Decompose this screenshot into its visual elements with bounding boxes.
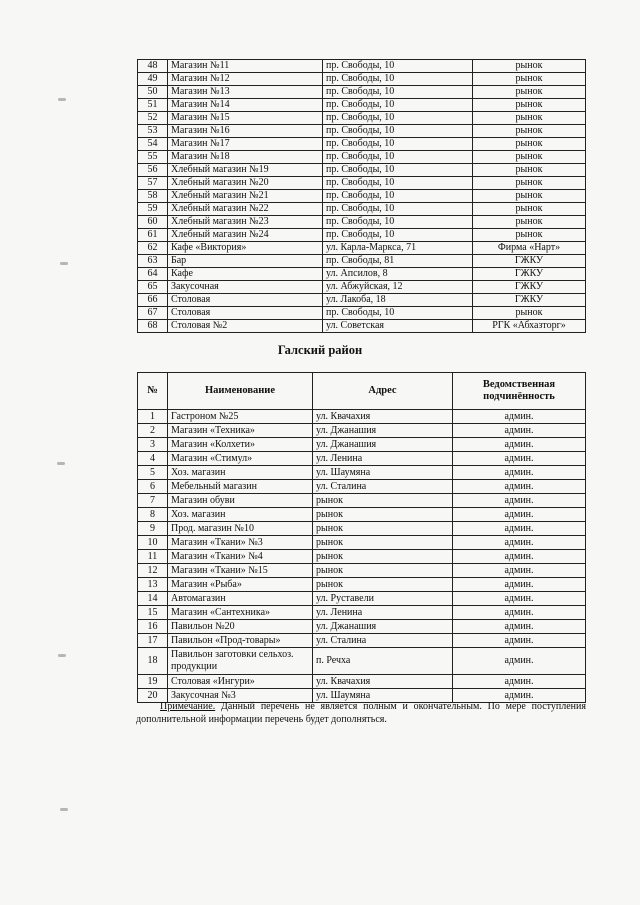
cell-address: ул. Ленина bbox=[313, 452, 453, 466]
cell-address: пр. Свободы, 81 bbox=[323, 255, 473, 268]
cell-name: Магазин «Ткани» №4 bbox=[168, 550, 313, 564]
cell-name: Автомагазин bbox=[168, 592, 313, 606]
cell-address: пр. Свободы, 10 bbox=[323, 177, 473, 190]
cell-address: ул. Руставели bbox=[313, 592, 453, 606]
table-row bbox=[138, 203, 586, 216]
cell-name: Магазин «Ткани» №3 bbox=[168, 536, 313, 550]
cell-num: 62 bbox=[138, 242, 168, 255]
cell-name: Магазин «Стимул» bbox=[168, 452, 313, 466]
cell-name: Хоз. магазин bbox=[168, 508, 313, 522]
cell-dept: ГЖКУ bbox=[473, 255, 586, 268]
table-row bbox=[138, 60, 586, 73]
cell-num: 61 bbox=[138, 229, 168, 242]
table-row bbox=[138, 410, 586, 424]
cell-dept: админ. bbox=[453, 675, 586, 689]
table-row bbox=[138, 229, 586, 242]
cell-dept: админ. bbox=[453, 480, 586, 494]
cell-num: 9 bbox=[138, 522, 168, 536]
scan-artifact bbox=[58, 98, 66, 101]
cell-name: Столовая bbox=[168, 307, 323, 320]
cell-address: пр. Свободы, 10 bbox=[323, 190, 473, 203]
cell-dept: админ. bbox=[453, 536, 586, 550]
table-row bbox=[138, 216, 586, 229]
cell-num: 10 bbox=[138, 536, 168, 550]
cell-num: 13 bbox=[138, 578, 168, 592]
cell-address: ул. Лакоба, 18 bbox=[323, 294, 473, 307]
cell-num: 53 bbox=[138, 125, 168, 138]
cell-address: ул. Джанашия bbox=[313, 438, 453, 452]
header-address: Адрес bbox=[313, 373, 453, 410]
header-name: Наименование bbox=[168, 373, 313, 410]
cell-name: Магазин №15 bbox=[168, 112, 323, 125]
cell-name: Павильон №20 bbox=[168, 620, 313, 634]
cell-num: 14 bbox=[138, 592, 168, 606]
cell-address: ул. Джанашия bbox=[313, 620, 453, 634]
cell-dept: рынок bbox=[473, 203, 586, 216]
cell-num: 57 bbox=[138, 177, 168, 190]
cell-num: 19 bbox=[138, 675, 168, 689]
cell-dept: рынок bbox=[473, 60, 586, 73]
table-row bbox=[138, 307, 586, 320]
header-num: № bbox=[138, 373, 168, 410]
table-row bbox=[138, 536, 586, 550]
cell-name: Закусочная №3 bbox=[168, 689, 313, 703]
cell-dept: рынок bbox=[473, 164, 586, 177]
cell-name: Столовая bbox=[168, 294, 323, 307]
table-row bbox=[138, 86, 586, 99]
table-row bbox=[138, 480, 586, 494]
table-row bbox=[138, 634, 586, 648]
cell-name: Павильон «Прод-товары» bbox=[168, 634, 313, 648]
cell-num: 7 bbox=[138, 494, 168, 508]
cell-address: рынок bbox=[313, 522, 453, 536]
cell-dept: рынок bbox=[473, 125, 586, 138]
table-row bbox=[138, 606, 586, 620]
cell-num: 54 bbox=[138, 138, 168, 151]
cell-dept: рынок bbox=[473, 151, 586, 164]
cell-num: 67 bbox=[138, 307, 168, 320]
cell-num: 1 bbox=[138, 410, 168, 424]
table-row bbox=[138, 190, 586, 203]
cell-dept: Фирма «Нарт» bbox=[473, 242, 586, 255]
table-row bbox=[138, 550, 586, 564]
cell-address: ул. Сталина bbox=[313, 480, 453, 494]
gali-district-table bbox=[137, 372, 586, 703]
cell-num: 56 bbox=[138, 164, 168, 177]
cell-address: п. Речха bbox=[313, 648, 453, 675]
cell-name: Магазин №12 bbox=[168, 73, 323, 86]
cell-name: Прод. магазин №10 bbox=[168, 522, 313, 536]
cell-address: ул. Квачахия bbox=[313, 675, 453, 689]
cell-dept: ГЖКУ bbox=[473, 268, 586, 281]
table-row bbox=[138, 522, 586, 536]
cell-address: ул. Сталина bbox=[313, 634, 453, 648]
footnote bbox=[136, 700, 586, 726]
cell-name: Магазин №18 bbox=[168, 151, 323, 164]
cell-address: рынок bbox=[313, 564, 453, 578]
cell-name: Магазин обуви bbox=[168, 494, 313, 508]
scan-artifact bbox=[58, 654, 66, 657]
cell-name: Хоз. магазин bbox=[168, 466, 313, 480]
cell-name: Мебельный магазин bbox=[168, 480, 313, 494]
cell-address: пр. Свободы, 10 bbox=[323, 99, 473, 112]
cell-dept: админ. bbox=[453, 494, 586, 508]
cell-name: Хлебный магазин №19 bbox=[168, 164, 323, 177]
cell-address: пр. Свободы, 10 bbox=[323, 164, 473, 177]
table-header-row bbox=[138, 373, 586, 410]
cell-dept: админ. bbox=[453, 522, 586, 536]
table-row bbox=[138, 99, 586, 112]
cell-dept: админ. bbox=[453, 438, 586, 452]
cell-num: 8 bbox=[138, 508, 168, 522]
cell-name: Магазин №16 bbox=[168, 125, 323, 138]
cell-dept: рынок bbox=[473, 112, 586, 125]
table-row bbox=[138, 424, 586, 438]
cell-name: Магазин №14 bbox=[168, 99, 323, 112]
cell-num: 52 bbox=[138, 112, 168, 125]
cell-address: ул. Ленина bbox=[313, 606, 453, 620]
cell-address: рынок bbox=[313, 494, 453, 508]
cell-dept: рынок bbox=[473, 307, 586, 320]
cell-num: 16 bbox=[138, 620, 168, 634]
table-row bbox=[138, 564, 586, 578]
cell-name: Магазин №11 bbox=[168, 60, 323, 73]
table-row bbox=[138, 494, 586, 508]
cell-dept: админ. bbox=[453, 634, 586, 648]
table-row bbox=[138, 138, 586, 151]
cell-num: 2 bbox=[138, 424, 168, 438]
cell-dept: админ. bbox=[453, 466, 586, 480]
cell-name: Хлебный магазин №20 bbox=[168, 177, 323, 190]
table-row bbox=[138, 620, 586, 634]
cell-address: пр. Свободы, 10 bbox=[323, 138, 473, 151]
cell-name: Павильон заготовки сельхоз. продукции bbox=[168, 648, 313, 675]
section-title: Галский район bbox=[277, 343, 363, 357]
table-row bbox=[138, 164, 586, 177]
cell-name: Хлебный магазин №21 bbox=[168, 190, 323, 203]
cell-name: Магазин «Сантехника» bbox=[168, 606, 313, 620]
cell-dept: ГЖКУ bbox=[473, 281, 586, 294]
cell-address: пр. Свободы, 10 bbox=[323, 203, 473, 216]
cell-num: 65 bbox=[138, 281, 168, 294]
cell-dept: рынок bbox=[473, 73, 586, 86]
cell-address: рынок bbox=[313, 578, 453, 592]
cell-address: пр. Свободы, 10 bbox=[323, 60, 473, 73]
cell-num: 63 bbox=[138, 255, 168, 268]
cell-address: пр. Свободы, 10 bbox=[323, 86, 473, 99]
table-row bbox=[138, 255, 586, 268]
cell-num: 6 bbox=[138, 480, 168, 494]
cell-dept: админ. bbox=[453, 578, 586, 592]
cell-address: ул. Шаумяна bbox=[313, 466, 453, 480]
cell-name: Закусочная bbox=[168, 281, 323, 294]
cell-num: 20 bbox=[138, 689, 168, 703]
cell-num: 5 bbox=[138, 466, 168, 480]
cell-dept: РГК «Абхазторг» bbox=[473, 320, 586, 333]
cell-num: 64 bbox=[138, 268, 168, 281]
cell-address: пр. Свободы, 10 bbox=[323, 151, 473, 164]
cell-name: Хлебный магазин №24 bbox=[168, 229, 323, 242]
cell-address: пр. Свободы, 10 bbox=[323, 112, 473, 125]
objects-table-continued bbox=[137, 59, 586, 333]
note-label: Примечание. bbox=[160, 701, 216, 712]
cell-dept: админ. bbox=[453, 689, 586, 703]
cell-address: рынок bbox=[313, 550, 453, 564]
header-dept: Ведомственная подчинённость bbox=[453, 373, 586, 410]
cell-num: 11 bbox=[138, 550, 168, 564]
cell-address: ул. Советская bbox=[323, 320, 473, 333]
cell-name: Магазин «Колхети» bbox=[168, 438, 313, 452]
cell-dept: админ. bbox=[453, 592, 586, 606]
cell-num: 60 bbox=[138, 216, 168, 229]
cell-dept: админ. bbox=[453, 508, 586, 522]
cell-dept: рынок bbox=[473, 216, 586, 229]
table-row bbox=[138, 648, 586, 675]
cell-dept: рынок bbox=[473, 229, 586, 242]
cell-dept: админ. bbox=[453, 620, 586, 634]
cell-dept: админ. bbox=[453, 424, 586, 438]
cell-name: Столовая №2 bbox=[168, 320, 323, 333]
objects-table-body bbox=[138, 60, 586, 333]
cell-num: 18 bbox=[138, 648, 168, 675]
cell-num: 49 bbox=[138, 73, 168, 86]
cell-dept: рынок bbox=[473, 86, 586, 99]
cell-address: рынок bbox=[313, 508, 453, 522]
cell-dept: админ. bbox=[453, 550, 586, 564]
table-row bbox=[138, 320, 586, 333]
gali-table-body bbox=[138, 410, 586, 703]
table-row bbox=[138, 151, 586, 164]
cell-address: ул. Квачахия bbox=[313, 410, 453, 424]
cell-address: пр. Свободы, 10 bbox=[323, 216, 473, 229]
cell-num: 51 bbox=[138, 99, 168, 112]
cell-num: 68 bbox=[138, 320, 168, 333]
note-text: Данный перечень не является полным и окончательным. По мере поступления дополнительной информации перечень будет дополняться. bbox=[136, 701, 586, 725]
table-row bbox=[138, 578, 586, 592]
table-row bbox=[138, 452, 586, 466]
cell-dept: админ. bbox=[453, 452, 586, 466]
table-row bbox=[138, 112, 586, 125]
cell-address: пр. Свободы, 10 bbox=[323, 307, 473, 320]
cell-address: ул. Апсилов, 8 bbox=[323, 268, 473, 281]
cell-num: 59 bbox=[138, 203, 168, 216]
cell-num: 12 bbox=[138, 564, 168, 578]
table-row bbox=[138, 438, 586, 452]
cell-name: Хлебный магазин №22 bbox=[168, 203, 323, 216]
cell-name: Столовая «Ингури» bbox=[168, 675, 313, 689]
cell-dept: рынок bbox=[473, 99, 586, 112]
table-row bbox=[138, 508, 586, 522]
cell-num: 55 bbox=[138, 151, 168, 164]
table-row bbox=[138, 466, 586, 480]
table-row bbox=[138, 177, 586, 190]
cell-num: 4 bbox=[138, 452, 168, 466]
scan-artifact bbox=[60, 262, 68, 265]
cell-name: Магазин №17 bbox=[168, 138, 323, 151]
cell-dept: рынок bbox=[473, 190, 586, 203]
cell-address: ул. Джанашия bbox=[313, 424, 453, 438]
cell-num: 15 bbox=[138, 606, 168, 620]
cell-dept: админ. bbox=[453, 564, 586, 578]
cell-name: Магазин «Техника» bbox=[168, 424, 313, 438]
table-row bbox=[138, 125, 586, 138]
cell-dept: админ. bbox=[453, 410, 586, 424]
table-row bbox=[138, 73, 586, 86]
table-row bbox=[138, 592, 586, 606]
cell-name: Магазин «Рыба» bbox=[168, 578, 313, 592]
cell-address: пр. Свободы, 10 bbox=[323, 125, 473, 138]
cell-num: 48 bbox=[138, 60, 168, 73]
cell-num: 66 bbox=[138, 294, 168, 307]
cell-dept: рынок bbox=[473, 177, 586, 190]
cell-address: рынок bbox=[313, 536, 453, 550]
cell-dept: админ. bbox=[453, 648, 586, 675]
cell-dept: ГЖКУ bbox=[473, 294, 586, 307]
cell-address: пр. Свободы, 10 bbox=[323, 229, 473, 242]
cell-dept: админ. bbox=[453, 606, 586, 620]
table-row bbox=[138, 675, 586, 689]
cell-address: ул. Карла-Маркса, 71 bbox=[323, 242, 473, 255]
table-row bbox=[138, 294, 586, 307]
cell-address: пр. Свободы, 10 bbox=[323, 73, 473, 86]
cell-name: Бар bbox=[168, 255, 323, 268]
cell-name: Кафе «Виктория» bbox=[168, 242, 323, 255]
cell-name: Кафе bbox=[168, 268, 323, 281]
cell-num: 3 bbox=[138, 438, 168, 452]
cell-name: Магазин №13 bbox=[168, 86, 323, 99]
cell-num: 17 bbox=[138, 634, 168, 648]
table-row bbox=[138, 242, 586, 255]
scan-artifact bbox=[57, 462, 65, 465]
cell-num: 58 bbox=[138, 190, 168, 203]
cell-address: ул. Шаумяна bbox=[313, 689, 453, 703]
cell-name: Хлебный магазин №23 bbox=[168, 216, 323, 229]
cell-num: 50 bbox=[138, 86, 168, 99]
cell-name: Гастроном №25 bbox=[168, 410, 313, 424]
table-row bbox=[138, 268, 586, 281]
scan-artifact bbox=[60, 808, 68, 811]
cell-address: ул. Абжуйская, 12 bbox=[323, 281, 473, 294]
table-row bbox=[138, 281, 586, 294]
cell-dept: рынок bbox=[473, 138, 586, 151]
cell-name: Магазин «Ткани» №15 bbox=[168, 564, 313, 578]
